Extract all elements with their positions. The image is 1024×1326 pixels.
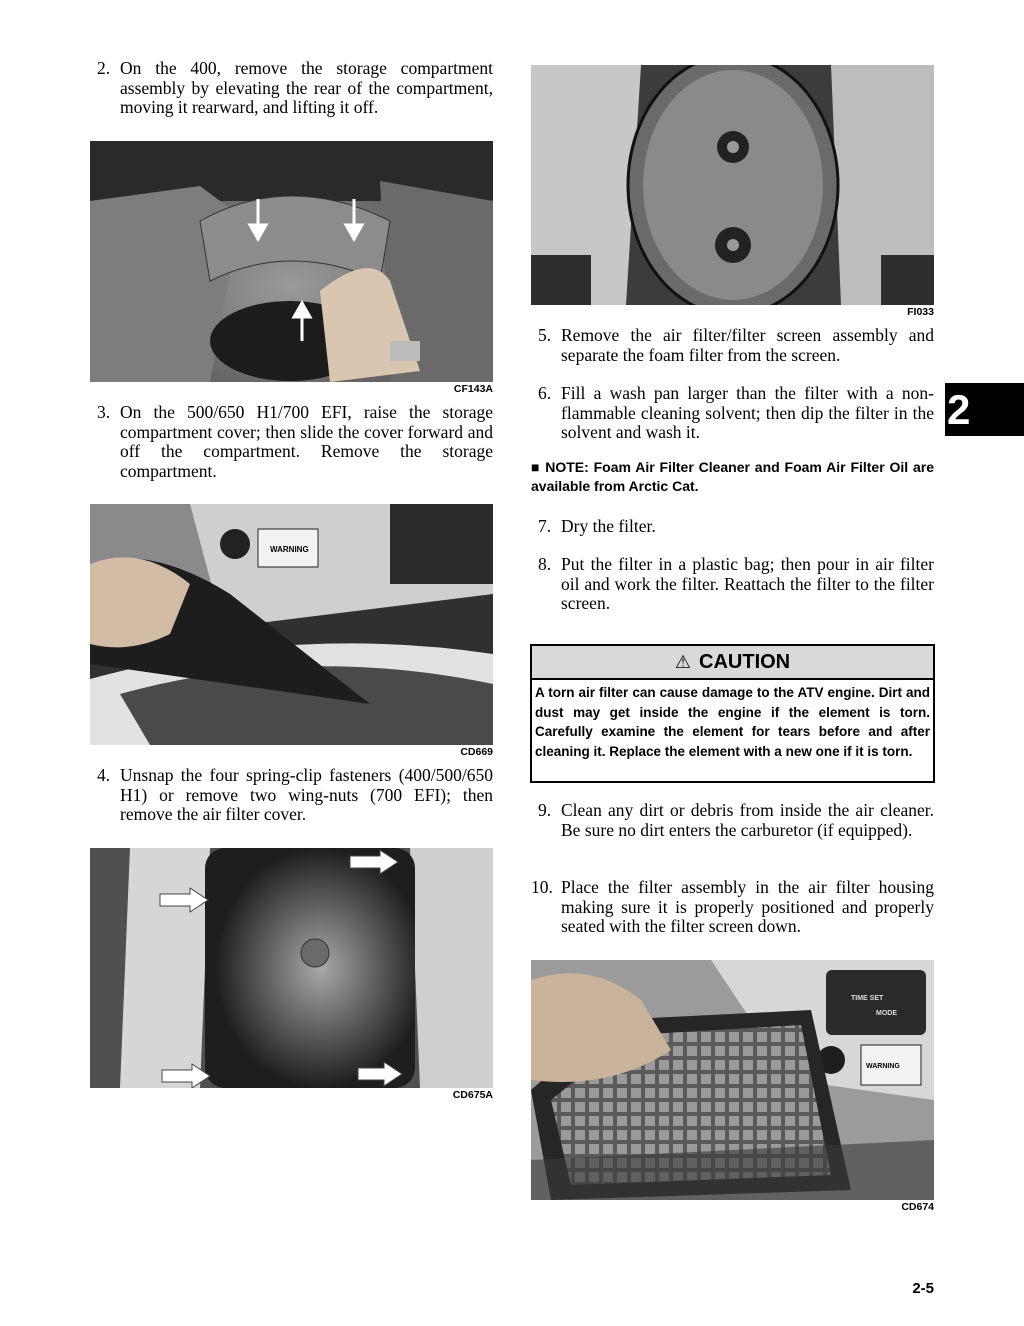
figure-caption: CD675A [452,1089,493,1101]
step-5 [538,326,934,365]
figure-caption: FI033 [907,306,934,318]
step-text: Put the filter in a plastic bag; then pour in air filter oil and work the filter. Reattach the filter to the filter screen. [561,554,934,613]
warning-triangle-icon: ⚠ [674,651,692,673]
photo-air-filter-cover [90,848,493,1088]
caution-text: A torn air filter can cause damage to the ATV engine. Dirt and dust may get inside the engine if the element is torn. Carefully examine the element for tears before and after cleaning it. Replace the element with a new one if it is torn. [535,685,930,759]
note [531,458,934,496]
time-set-label: TIME SET [851,995,884,1002]
step-text: On the 500/650 H1/700 EFI, raise the storage compartment cover; then slide the cover forward and off the compartment. Remove the storage compartment. [120,402,493,481]
note-text: NOTE: Foam Air Filter Cleaner and Foam Air Filter Oil are available from Arctic Cat. [531,459,935,494]
note-marker: ■ [531,459,541,475]
figure-caption: CD674 [901,1201,934,1213]
step-6 [538,384,934,443]
step-number: 9. [538,800,552,820]
step-text: Remove the air filter/filter screen assembly and separate the foam filter from the screen. [561,325,934,365]
step-number: 8. [538,554,552,574]
step-2 [97,59,493,118]
step-9 [538,801,934,840]
step-text: Fill a wash pan larger than the filter with a non-flammable cleaning solvent; then dip the filter in the solvent and wash it. [561,383,934,442]
step-3 [97,403,493,481]
step-text: Clean any dirt or debris from inside the air cleaner. Be sure no dirt enters the carburetor (if equipped). [561,800,934,840]
warning-label-text: WARNING [866,1063,900,1070]
step-4 [97,766,493,825]
step-number: 3. [97,402,111,422]
step-number: 6. [538,383,552,403]
step-text: Dry the filter. [561,516,656,536]
step-text: On the 400, remove the storage compartment assembly by elevating the rear of the compartment, moving it rearward, and lifting it off. [120,58,493,117]
step-8 [538,555,934,614]
step-number: 4. [97,765,111,785]
step-number: 5. [538,325,552,345]
step-text: Place the filter assembly in the air filter housing making sure it is properly positioned and properly seated with the filter screen down. [561,877,934,936]
caution-title: CAUTION [699,650,791,673]
step-text: Unsnap the four spring-clip fasteners (400/500/650 H1) or remove two wing-nuts (700 EFI); then remove the air filter cover. [120,765,493,824]
figure-caption: CF143A [453,383,493,395]
caution-header [532,646,933,680]
step-number: 7. [538,516,552,536]
caution-box [530,644,935,783]
chapter-tab: 2 [945,383,1024,436]
step-7 [538,517,934,537]
step-10 [531,878,934,937]
photo-storage-compartment [90,141,493,382]
photo-filter-assembly [531,960,934,1200]
photo-air-filter [531,65,934,305]
warning-label-text: WARNING [270,545,309,554]
photo-compartment-cover [90,504,493,745]
figure-caption: CD669 [460,746,493,758]
page-number: 2-5 [912,1280,934,1297]
mode-label: MODE [876,1010,897,1017]
step-number: 2. [97,58,111,78]
step-number: 10. [531,877,553,897]
